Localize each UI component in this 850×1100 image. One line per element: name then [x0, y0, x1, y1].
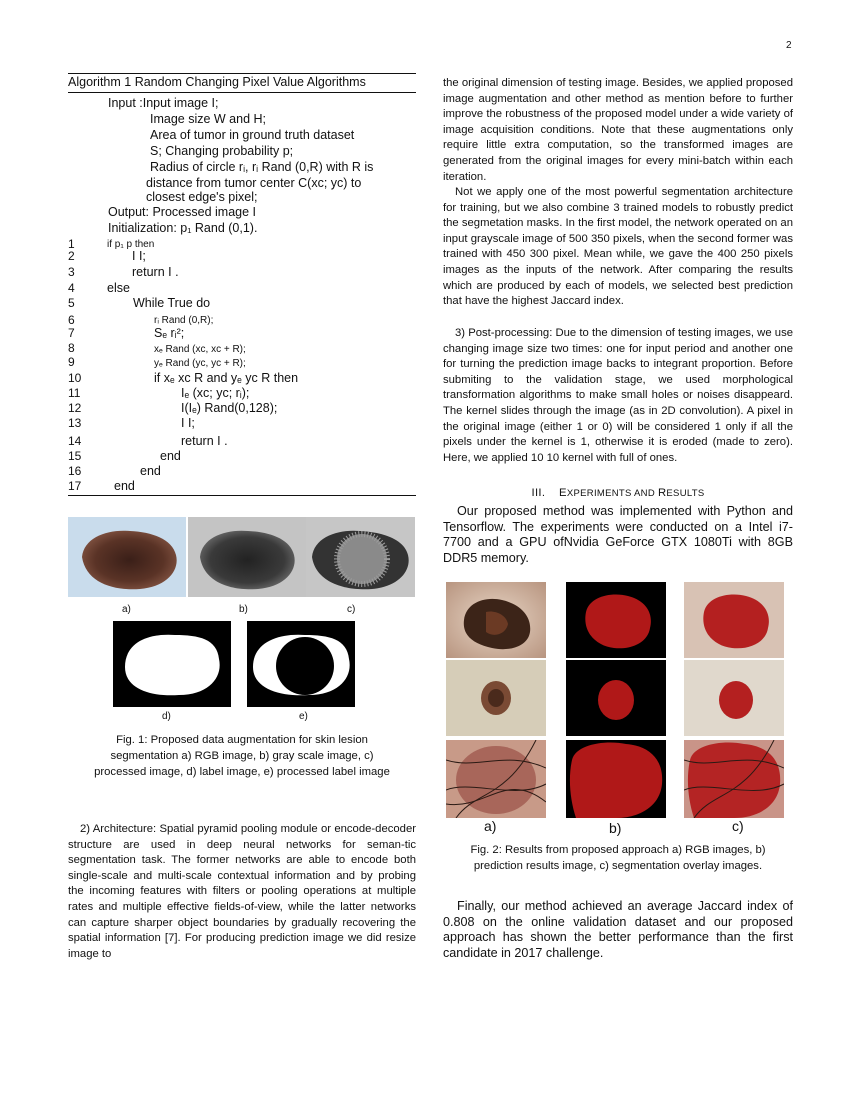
fig2-rgb-image-2	[446, 660, 546, 736]
algorithm-step: rᵢ Rand (0,R);	[154, 315, 214, 326]
step-number: 13	[68, 416, 82, 430]
algorithm-title: Algorithm 1 Random Changing Pixel Value Algorithms	[68, 75, 366, 89]
algorithm-step: Sₑ rᵢ²;	[154, 326, 185, 340]
fig2-rgb-image-1	[446, 582, 546, 658]
algorithm-step: return I .	[181, 434, 228, 448]
fig1-rgb-image	[68, 517, 186, 597]
algorithm-top-rule	[68, 73, 416, 74]
algorithm-bottom-rule	[68, 495, 416, 496]
fig1-label-a: a)	[122, 604, 131, 615]
algorithm-step: end	[114, 479, 135, 493]
fig2-label-a: a)	[484, 818, 497, 834]
step-number: 7	[68, 326, 75, 340]
right-paragraph-1: the original dimension of testing image. Besides, we applied proposed image augmentation and other method as mention before to further improve the robustness of the proposed model under a wide variety of image acquisition conditions. Note that these augmentations only require little extra computation, so the transformed images are generated from the original images for every mini-batch within each iteration.	[443, 77, 793, 183]
step-number: 6	[68, 313, 75, 327]
fig1-gray-image	[188, 517, 306, 597]
algorithm-input-line: S; Changing probability p;	[150, 144, 294, 158]
algorithm-step: return I .	[132, 265, 179, 279]
fig1-caption-line: segmentation a) RGB image, b) gray scale image, c)	[110, 750, 374, 762]
step-number: 3	[68, 265, 75, 279]
step-number: 2	[68, 249, 75, 263]
algorithm-input-line: Area of tumor in ground truth dataset	[150, 128, 355, 142]
step-number: 8	[68, 341, 75, 355]
final-paragraph: Finally, our method achieved an average Jaccard index of 0.808 on the online validation dataset and our proposed approach has shown the better performance than the first candidate in 2017 challenge.	[443, 899, 793, 960]
step-number: 16	[68, 464, 82, 478]
experiments-paragraph: Our proposed method was implemented with Python and Tensorflow. The experiments were conducted on a Intel i7-7700 and a GPU ofNvidia GeForce GTX 1080Ti with 8GB DDR5 memory.	[443, 504, 793, 565]
fig2-prediction-image-3	[566, 740, 666, 818]
fig2-caption-line: Fig. 2: Results from proposed approach a) RGB images, b)	[470, 844, 766, 856]
fig2-label-c: c)	[732, 818, 744, 834]
section-title-rest: XPERIMENTS AND	[566, 488, 658, 499]
fig2-label-b: b)	[609, 820, 622, 836]
post-processing-paragraph: 3) Post-processing: Due to the dimension of testing images, we use changing image size two times: one for input period and another one for turning the prediction image backs to integrant proportion. Before submiting to the validation stage, we used morphological transformation algorithms to make small holes or noises disappeard. The kernel slides through the image (as in 2D convolution). A pixel in the original image (either 1 or 0) will be considered 1 only if all the pixels under the kernel is 1, otherwise it is eroded (made to zero). Here, we applied 10 10 kernel with full of ones.	[443, 327, 793, 464]
step-number: 14	[68, 434, 82, 448]
step-number: 4	[68, 281, 75, 295]
algorithm-step: else	[107, 281, 130, 295]
step-number: 1	[68, 237, 75, 251]
algorithm-title-rule	[68, 92, 416, 93]
algorithm-input-line: Image size W and H;	[150, 112, 267, 126]
fig2-caption-line: prediction results image, c) segmentation overlay images.	[473, 860, 763, 872]
algorithm-step: yₑ Rand (yᴄ, yᴄ + R);	[154, 358, 246, 369]
step-number: 9	[68, 355, 75, 369]
fig1-processed-label-image	[247, 621, 355, 707]
fig2-prediction-image-2	[566, 660, 666, 736]
algorithm-step: end	[140, 464, 161, 478]
algorithm-step: xₑ Rand (xᴄ, xᴄ + R);	[154, 344, 246, 355]
algorithm-step: While True do	[133, 296, 211, 310]
step-number: 12	[68, 401, 82, 415]
architecture-paragraph: 2) Architecture: Spatial pyramid pooling module or encode-decoder structure are used in deep neural networks for seman-tic segmentation task. The former networks are able to encode both single-scale and multi-scale contextual information and by probing the incoming features with filters or pooling operations at multiple rates and multiple effective fields-of-view, while the latter networks can capture sharper object boundaries by gradually recovering the spatial information [7]. For producing prediction image we did resize image to	[68, 823, 416, 960]
fig2-overlay-image-3	[684, 740, 784, 818]
algorithm-step: if p₁ p then	[107, 239, 155, 250]
fig1-label-image	[113, 621, 231, 707]
fig1-caption-line: processed image, d) label image, e) processed label image	[94, 766, 390, 778]
algorithm-step: Iₑ (xᴄ; yᴄ; rᵢ);	[181, 386, 250, 400]
algorithm-output-line: Output: Processed image I	[108, 205, 256, 219]
fig1-caption	[68, 732, 416, 780]
algorithm-step: I(Iₑ) Rand(0,128);	[181, 401, 278, 415]
step-number: 17	[68, 479, 82, 493]
algorithm-input-line: Radius of circle rᵢ, rᵢ Rand (0,R) with R is	[150, 160, 374, 174]
fig2-prediction-image-1	[566, 582, 666, 658]
step-number: 5	[68, 296, 75, 310]
fig2-caption	[443, 842, 793, 874]
section-title-initial: E	[559, 487, 567, 499]
fig2-overlay-image-1	[684, 582, 784, 658]
algorithm-step: I I;	[132, 249, 146, 263]
algorithm-step: I I;	[181, 416, 195, 430]
fig1-label-c: c)	[347, 604, 356, 615]
page-number: 2	[786, 40, 792, 51]
step-number: 15	[68, 449, 82, 463]
right-paragraph-2: Not we apply one of the most powerful segmentation architecture for training, but we also combine 3 trained models to robustly predict the segmetation masks. In the first model, the network operated on an input grayscale image of 500 350 pixels, when the second former was trained with 450 300 pixel. Mean while, we gave the 400 250 pixels images as the inputs of the network. After comparing the results which are produced by each of models, we selected best prediction that have the highest Jaccard index.	[443, 186, 793, 308]
step-number: 11	[68, 386, 81, 400]
fig1-processed-image	[306, 517, 415, 597]
algorithm-input-line: closest edge's pixel;	[146, 190, 258, 204]
section-numeral: III.	[531, 487, 546, 499]
fig1-label-e: e)	[299, 711, 308, 722]
fig1-caption-line: Fig. 1: Proposed data augmentation for skin lesion	[116, 734, 368, 746]
step-number: 10	[68, 371, 82, 385]
algorithm-input-line: Input :Input image I;	[108, 96, 219, 110]
section-title-initial-2: R	[657, 487, 667, 499]
algorithm-input-line: distance from tumor center C(xᴄ; yᴄ) to	[146, 176, 362, 190]
algorithm-step: if xₑ xᴄ R and yₑ yᴄ R then	[154, 371, 299, 385]
fig2-overlay-image-2	[684, 660, 784, 736]
fig2-rgb-image-3	[446, 740, 546, 818]
section-title-rest-2: ESULTS	[666, 488, 705, 499]
algorithm-init-line: Initialization: p₁ Rand (0,1).	[108, 221, 258, 235]
algorithm-step: end	[160, 449, 181, 463]
fig1-label-b: b)	[239, 604, 248, 615]
fig1-label-d: d)	[162, 711, 171, 722]
section-heading	[443, 487, 793, 499]
